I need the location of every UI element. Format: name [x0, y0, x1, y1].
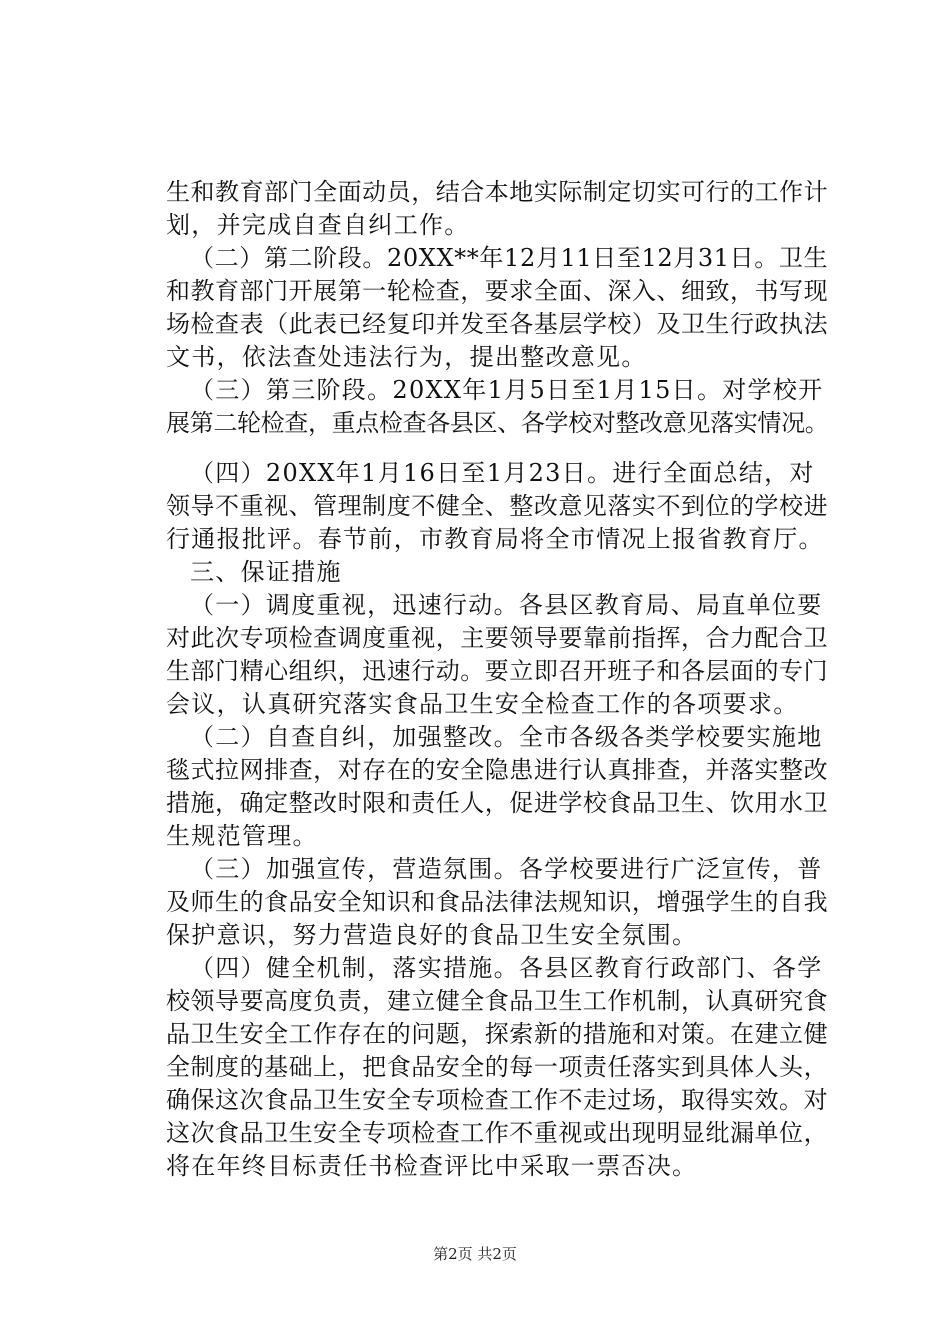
text-line: 生部门精心组织，迅速行动。要立即召开班子和各层面的专门	[166, 657, 829, 685]
text-line: 场检查表（此表已经复印并发至各基层学校）及卫生行政执法	[166, 310, 829, 338]
text-line: 行通报批评。春节前，市教育局将全市情况上报省教育厅。	[166, 525, 824, 553]
text-line: 这次食品卫生安全专项检查工作不重视或出现明显纰漏单位，	[166, 1119, 829, 1147]
text-line: 生规范管理。	[166, 822, 318, 850]
text-line: 划，并完成自查自纠工作。	[166, 211, 470, 239]
text-line: （四）20XX年1月16日至1月23日。进行全面总结，对	[190, 459, 815, 487]
text-line: （一）调度重视，迅速行动。各县区教育局、局直单位要	[190, 591, 823, 619]
text-line: （四）健全机制，落实措施。各县区教育行政部门、各学	[190, 954, 823, 982]
text-line: （三）加强宣传，营造氛围。各学校要进行广泛宣传，普	[190, 855, 823, 883]
text-line: （二）第二阶段。20XX**年12月11日至12月31日。卫生	[190, 244, 829, 272]
text-line: 文书，依法查处违法行为，提出整改意见。	[166, 343, 647, 371]
text-line: 措施，确定整改时限和责任人，促进学校食品卫生、饮用水卫	[166, 789, 829, 817]
text-line: 确保这次食品卫生安全专项检查工作不走过场，取得实效。对	[166, 1086, 829, 1114]
text-line: 全制度的基础上，把食品安全的每一项责任落实到具体人头，	[166, 1053, 829, 1081]
text-line: 生和教育部门全面动员，结合本地实际制定切实可行的工作计	[166, 178, 829, 206]
text-line: 将在年终目标责任书检查评比中采取一票否决。	[166, 1152, 698, 1180]
text-line: （三）第三阶段。20XX年1月5日至1月15日。对学校开	[190, 376, 824, 404]
text-line: 会议，认真研究落实食品卫生安全检查工作的各项要求。	[166, 690, 799, 718]
text-line: 领导不重视、管理制度不健全、整改意见落实不到位的学校进	[166, 492, 829, 520]
text-line: 毯式拉网排查，对存在的安全隐患进行认真排查，并落实整改	[166, 756, 829, 784]
text-line: 展第二轮检查，重点检查各县区、各学校对整改意见落实情况。	[166, 409, 829, 437]
page-footer: 第2页 共2页	[433, 1245, 517, 1263]
section-heading: 三、保证措施	[190, 558, 342, 586]
text-line: （二）自查自纠，加强整改。全市各级各类学校要实施地	[190, 723, 823, 751]
text-line: 保护意识，努力营造良好的食品卫生安全氛围。	[166, 921, 698, 949]
text-line: 品卫生安全工作存在的问题，探索新的措施和对策。在建立健	[166, 1020, 829, 1048]
text-line: 对此次专项检查调度重视，主要领导要靠前指挥，合力配合卫	[166, 624, 829, 652]
text-line: 和教育部门开展第一轮检查，要求全面、深入、细致，书写现	[166, 277, 829, 305]
text-line: 及师生的食品安全知识和食品法律法规知识，增强学生的自我	[166, 888, 829, 916]
text-line: 校领导要高度负责，建立健全食品卫生工作机制，认真研究食	[166, 987, 829, 1015]
